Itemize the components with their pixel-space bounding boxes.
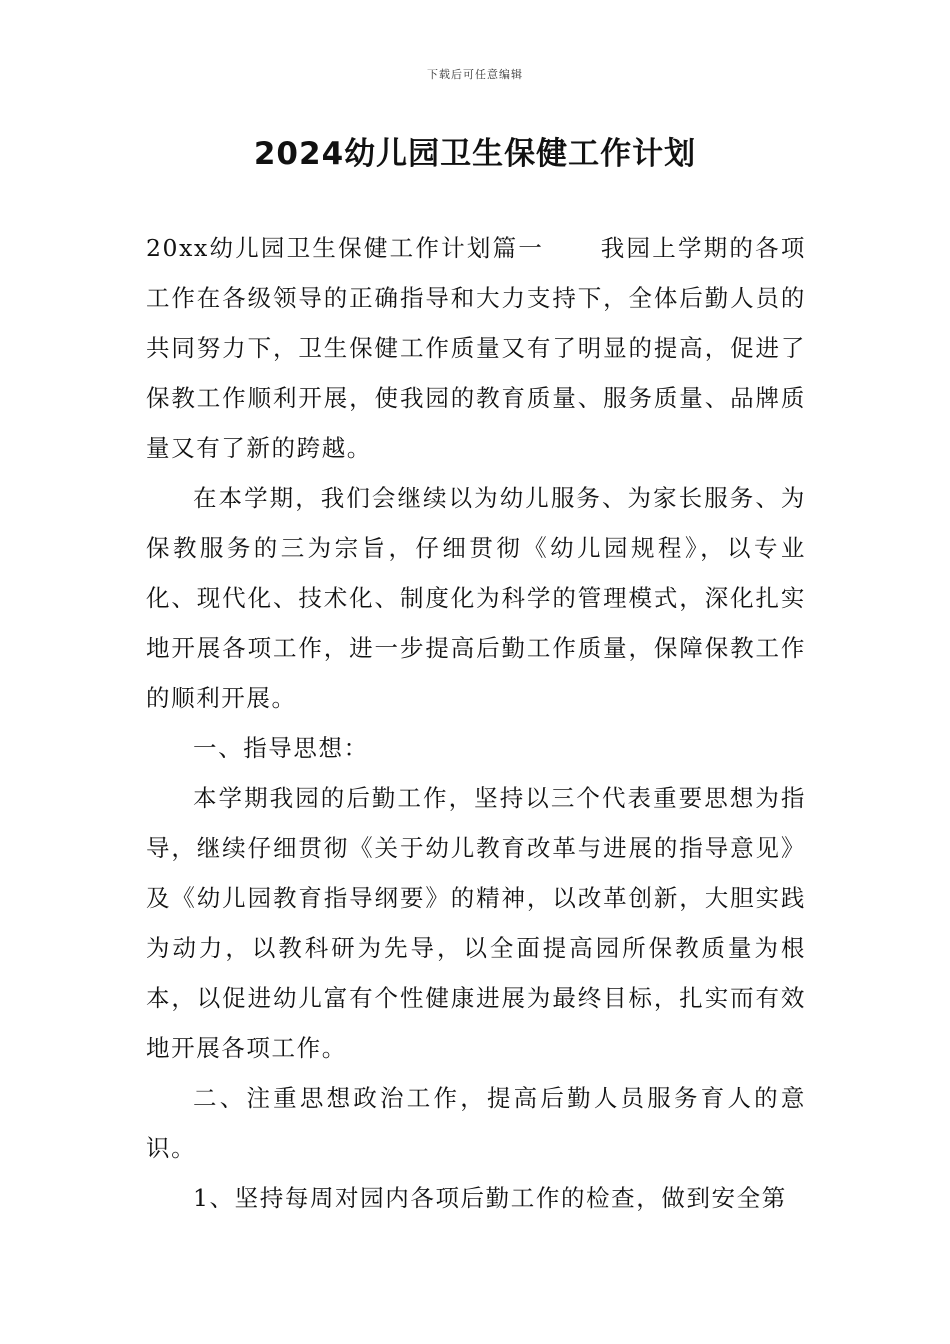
paragraph: 本学期我园的后勤工作，坚持以三个代表重要思想为指导，继续仔细贯彻《关于幼儿教育改革与进展的指导意见》及《幼儿园教育指导纲要》的精神，以改革创新，大胆实践为动力，以教科研为先导，以全面提高园所保教质量为根本，以促进幼儿富有个性健康进展为最终目标，扎实而有效地开展各项工作。 — [146, 784, 806, 1062]
section-heading-ideological-work: 二、注重思想政治工作，提高后勤人员服务育人的意识。 — [146, 1084, 806, 1162]
document-title: 2024幼儿园卫生保健工作计划 — [253, 136, 697, 172]
paragraph-intro-lead: 20xx幼儿园卫生保健工作计划篇一 — [146, 234, 545, 262]
section-heading-guiding-ideology: 一、指导思想： — [193, 734, 369, 762]
paragraph: 1、坚持每周对园内各项后勤工作的检查，做到安全第 — [193, 1184, 787, 1212]
paragraph: 在本学期，我们会继续以为幼儿服务、为家长服务、为保教服务的三为宗旨，仔细贯彻《幼儿园规程》，以专业化、现代化、技术化、制度化为科学的管理模式，深化扎实地开展各项工作，进一步提高后勤工作质量，保障保教工作的顺利开展。 — [146, 484, 806, 712]
header-note: 下载后可任意编辑 — [427, 68, 523, 81]
paragraph-intro — [146, 223, 806, 473]
paragraph-intro-text: 我园上学期的各项工作在各级领导的正确指导和大力支持下，全体后勤人员的共同努力下，卫生保健工作质量又有了明显的提高，促进了保教工作顺利开展，使我园的教育质量、服务质量、品牌质量又有了新的跨越。 — [146, 234, 806, 462]
document-body — [146, 223, 806, 1223]
